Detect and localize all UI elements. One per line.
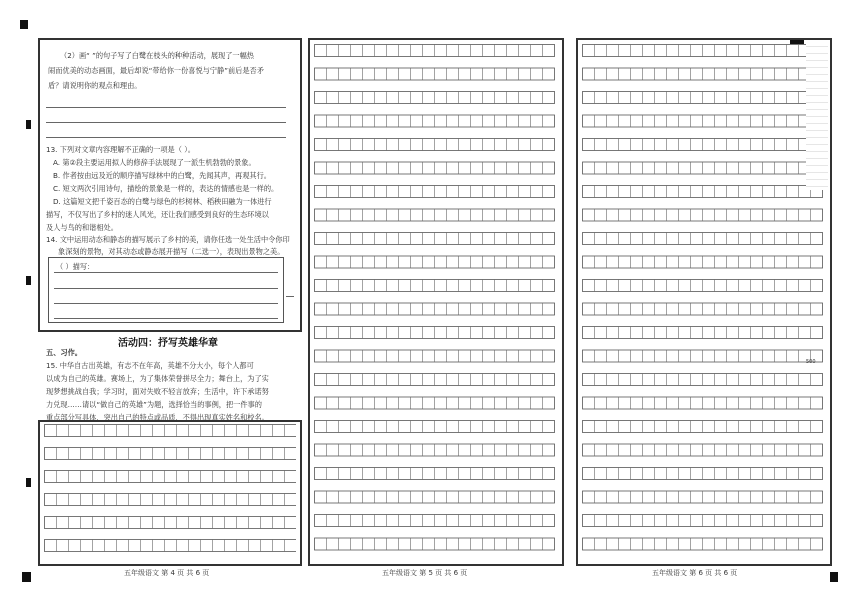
- q14-answer-line-4[interactable]: [54, 318, 278, 319]
- grid-row[interactable]: [583, 256, 823, 268]
- q13-option-d: D. 这篇短文把千姿百态的白鹭与绿色的杉树林、稻秧田融为一体进行: [53, 197, 272, 206]
- registration-mark-bottom-right: [830, 572, 838, 582]
- q12-text-line-3: 盾？请说明你的观点和理由。: [48, 81, 142, 90]
- page-footer-right: 五年级语文 第 6 页 共 6 页: [652, 569, 738, 577]
- word-count-marker-500: 500: [806, 359, 816, 365]
- q13-option-a: A. 第②段主要运用拟人的修辞手法展现了一派生机勃勃的景象。: [53, 158, 256, 167]
- page-footer-left: 五年级语文 第 4 页 共 6 页: [124, 569, 210, 577]
- grid-row[interactable]: [45, 471, 297, 483]
- q12-answer-line-3[interactable]: [46, 137, 286, 138]
- grid-row[interactable]: [315, 397, 555, 409]
- grid-row[interactable]: [315, 233, 555, 245]
- grid-row[interactable]: [315, 491, 555, 503]
- grid-row[interactable]: [315, 303, 555, 315]
- grid-row[interactable]: [583, 515, 823, 527]
- grid-row[interactable]: [315, 115, 555, 127]
- grid-row[interactable]: [315, 256, 555, 268]
- q15-prompt-line-2: 以成为自己的英雄。赛场上，为了集体荣誉拼尽全力；舞台上，为了实: [46, 374, 269, 383]
- grid-row[interactable]: [583, 538, 823, 550]
- grid-row[interactable]: [583, 327, 823, 339]
- grid-row[interactable]: [315, 374, 555, 386]
- grid-row[interactable]: [583, 374, 823, 386]
- q15-prompt-line-3: 现梦想挑战自我；学习时，面对失败不轻言放弃；生活中，许下承诺努: [46, 387, 269, 396]
- grid-row[interactable]: [45, 540, 297, 552]
- grid-row[interactable]: [583, 491, 823, 503]
- grid-row[interactable]: [583, 186, 823, 198]
- q13-option-b: B. 作者按由远及近的顺序描写绿林中的白鹭，先闻其声，再观其行。: [53, 171, 271, 180]
- grid-row[interactable]: [583, 280, 823, 292]
- q13-option-d-cont-1: 描写，不仅写出了乡村的迷人风光，还让我们感受到良好的生态环境以: [46, 210, 269, 219]
- grid-row[interactable]: [315, 350, 555, 362]
- grid-row[interactable]: [315, 139, 555, 151]
- registration-mark-left-1: [26, 120, 31, 129]
- grid-row[interactable]: [315, 468, 555, 480]
- grid-row[interactable]: [315, 444, 555, 456]
- grid-row[interactable]: [583, 209, 823, 221]
- grid-row[interactable]: [315, 421, 555, 433]
- q14-answer-line-2[interactable]: [54, 288, 278, 289]
- grid-row[interactable]: [315, 515, 555, 527]
- grid-row[interactable]: [315, 280, 555, 292]
- grid-row[interactable]: [315, 327, 555, 339]
- q13-stem: 13. 下列对文章内容理解不正确的一项是（ ）。: [46, 145, 195, 154]
- grid-row[interactable]: [583, 421, 823, 433]
- grid-row[interactable]: [583, 139, 823, 151]
- q12-answer-line-2[interactable]: [46, 122, 286, 123]
- grid-row[interactable]: [583, 303, 823, 315]
- grid-row[interactable]: [315, 92, 555, 104]
- page-footer-middle: 五年级语文 第 5 页 共 6 页: [382, 569, 468, 577]
- q14-text-line-2: 象深刻的景物，对其动态或静态展开描写（二选一），表现出景物之美。: [58, 247, 285, 256]
- grid-row[interactable]: [583, 468, 823, 480]
- q13-option-c: C. 短文两次引用诗句，描绘的景象是一样的，表达的情感也是一样的。: [53, 184, 279, 193]
- section-five-heading: 五、习作。: [46, 348, 82, 357]
- essay-grid-middle[interactable]: [314, 44, 558, 562]
- grid-row[interactable]: [45, 425, 297, 437]
- q13-option-d-cont-2: 及人与鸟的和谐相处。: [46, 223, 118, 232]
- grid-row[interactable]: [583, 92, 823, 104]
- registration-mark-left-3: [26, 478, 31, 487]
- grid-row[interactable]: [45, 494, 297, 506]
- scan-artifact: [806, 40, 828, 190]
- grid-row[interactable]: [315, 162, 555, 174]
- grid-row[interactable]: [583, 350, 823, 362]
- q12-text-line-2: 闹而优美的动态画面，最后却说“带给你一份喜悦与宁静”前后是否矛: [48, 66, 264, 75]
- q14-text-line-1: 14. 文中运用动态和静态的描写展示了乡村的美，请你任选一处生活中令你印: [46, 235, 290, 244]
- q15-prompt-line-5: 重点部分写具体，突出自己的特点或品质，不得出现真实姓名和校名。: [46, 413, 269, 422]
- grid-row[interactable]: [583, 45, 823, 57]
- grid-row[interactable]: [315, 68, 555, 80]
- q14-side-tick: [286, 296, 294, 297]
- registration-mark-left-2: [26, 276, 31, 285]
- essay-grid-left[interactable]: [44, 424, 296, 562]
- grid-row[interactable]: [583, 115, 823, 127]
- registration-mark-top-left: [20, 20, 28, 29]
- q14-answer-label: （ ）描写：: [56, 262, 95, 271]
- q12-text-line-1: （2）画“ ”的句子写了白鹭在枝头的种种活动，展现了一幅热: [60, 51, 254, 60]
- grid-row[interactable]: [583, 444, 823, 456]
- q12-answer-line-1[interactable]: [46, 107, 286, 108]
- grid-row[interactable]: [583, 162, 823, 174]
- activity-four-title: 活动四：抒写英雄华章: [118, 338, 218, 349]
- grid-row[interactable]: [315, 45, 555, 57]
- essay-grid-right[interactable]: [582, 44, 826, 562]
- grid-row[interactable]: [45, 448, 297, 460]
- grid-row[interactable]: [583, 397, 823, 409]
- grid-row[interactable]: [315, 209, 555, 221]
- q15-prompt-line-1: 15. 中华自古出英雄，有志不在年高，英雄不分大小，每个人都可: [46, 361, 254, 370]
- registration-mark-bottom-left: [22, 572, 31, 582]
- grid-row[interactable]: [45, 517, 297, 529]
- q14-answer-line-3[interactable]: [54, 303, 278, 304]
- q15-prompt-line-4: 力兑现……请以“做自己的英雄”为题，选择恰当的事例，把一件事的: [46, 400, 262, 409]
- grid-row[interactable]: [583, 233, 823, 245]
- grid-row[interactable]: [583, 68, 823, 80]
- grid-row[interactable]: [315, 186, 555, 198]
- grid-row[interactable]: [315, 538, 555, 550]
- q14-answer-line-1[interactable]: [54, 272, 278, 273]
